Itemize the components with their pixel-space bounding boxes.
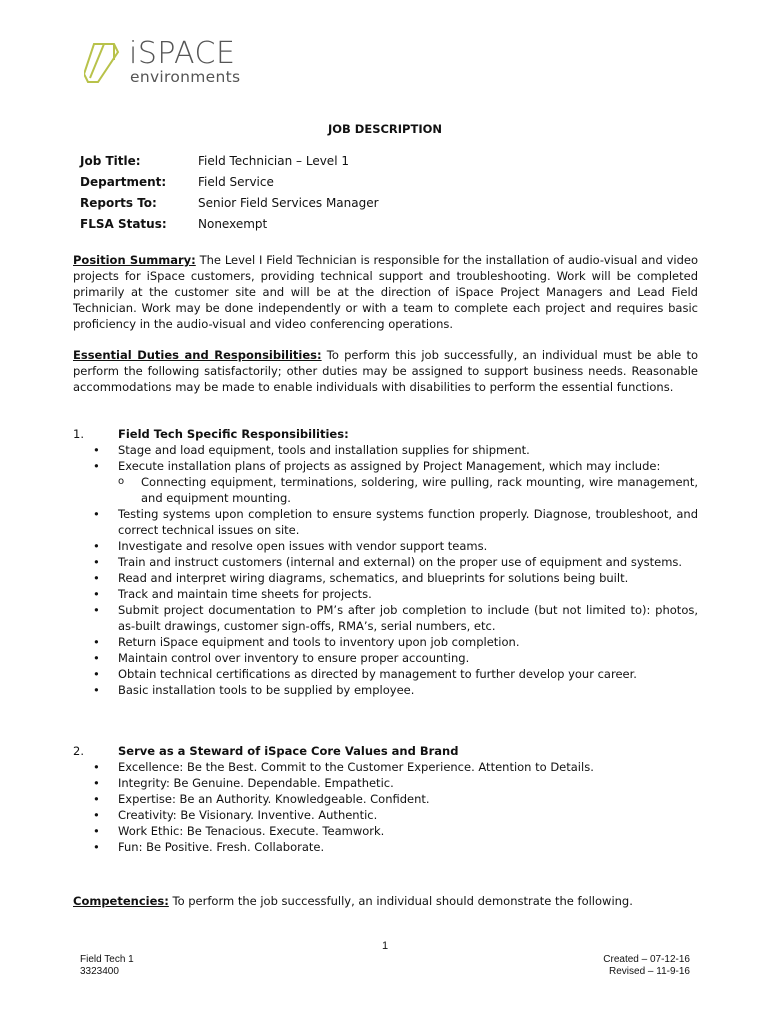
list-item: • Work Ethic: Be Tenacious. Execute. Teamwork. [73, 823, 698, 839]
list-item: • Basic installation tools to be supplied by employee. [73, 682, 698, 698]
list-item: • Excellence: Be the Best. Commit to the Customer Experience. Attention to Details. [73, 759, 698, 775]
list-item: • Maintain control over inventory to ensure proper accounting. [73, 650, 698, 666]
logo-word: iSPACE [129, 36, 236, 71]
competencies-text: To perform the job successfully, an individual should demonstrate the following. [168, 894, 633, 908]
info-label: Job Title: [80, 154, 141, 168]
list-item: • Creativity: Be Visionary. Inventive. Authentic. [73, 807, 698, 823]
section-heading [73, 426, 698, 442]
info-value: Nonexempt [198, 217, 268, 231]
section-number: 2. [73, 744, 84, 758]
list-item: • Track and maintain time sheets for projects. [73, 586, 698, 602]
position-summary [73, 252, 698, 332]
position-summary-heading: Position Summary: [73, 253, 196, 267]
responsibilities-list [73, 442, 698, 698]
sub-list [118, 474, 698, 506]
footer-created-date: Created – 07-12-16 [603, 954, 690, 965]
position-summary-text: The Level I Field Technician is responsible for the installation of audio-visual and video projects for iSpace customers, providing technical support and troubleshooting. Work will be completed primarily at the customer site and will be at the direction of iSpace Project Managers and Lead Field Technician. Work may be done independently or with a team to complete each project and requires basic proficiency in the audio-visual and video conferencing operations. [73, 253, 698, 331]
essential-duties-text: To perform this job successfully, an individual must be able to perform the following satisfactorily; other duties may be assigned to support business needs. Reasonable accommodations may be made to enable individuals with disabilities to perform the essential functions. [73, 348, 698, 394]
info-label: Reports To: [80, 196, 157, 210]
info-row-reports-to [80, 196, 379, 217]
essential-duties [73, 347, 698, 395]
logo-mark-icon [84, 40, 126, 86]
list-item: • Integrity: Be Genuine. Dependable. Empathetic. [73, 775, 698, 791]
page-title: JOB DESCRIPTION [327, 122, 443, 136]
list-item: • Execute installation plans of projects as assigned by Project Management, which may include: o Connecting equipment, terminations, soldering, wire pulling, rack mounting, wire management, and equipment mounting. [73, 458, 698, 506]
info-row-department [80, 175, 379, 196]
essential-duties-heading: Essential Duties and Responsibilities: [73, 348, 322, 362]
company-logo [84, 38, 264, 92]
list-item: • Return iSpace equipment and tools to inventory upon job completion. [73, 634, 698, 650]
list-item: • Read and interpret wiring diagrams, schematics, and blueprints for solutions being built. [73, 570, 698, 586]
info-value: Field Service [198, 175, 274, 189]
section-field-tech-responsibilities [73, 426, 698, 698]
list-item: • Testing systems upon completion to ensure systems function properly. Diagnose, troubleshoot, and correct technical issues on site. [73, 506, 698, 538]
section-number: 1. [73, 427, 84, 441]
sub-list-item: o Connecting equipment, terminations, soldering, wire pulling, rack mounting, wire management, and equipment mounting. [118, 474, 698, 506]
info-row-flsa-status [80, 217, 379, 238]
footer-revised-date: Revised – 11-9-16 [609, 966, 690, 977]
footer-doc-name: Field Tech 1 [80, 954, 134, 965]
list-item: • Submit project documentation to PM’s after job completion to include (but not limited to): photos, as-built drawings, customer sign-offs, RMA’s, serial numbers, etc. [73, 602, 698, 634]
info-label: Department: [80, 175, 167, 189]
section-title: Serve as a Steward of iSpace Core Values and Brand [118, 744, 459, 758]
section-core-values [73, 743, 698, 855]
info-label: FLSA Status: [80, 217, 167, 231]
info-value: Senior Field Services Manager [198, 196, 379, 210]
list-item: • Investigate and resolve open issues with vendor support teams. [73, 538, 698, 554]
info-value: Field Technician – Level 1 [198, 154, 349, 168]
section-heading [73, 743, 698, 759]
info-row-job-title [80, 154, 379, 175]
job-info [80, 154, 379, 238]
core-values-list [73, 759, 698, 855]
logo-subtitle: environments [130, 68, 241, 86]
footer-left [80, 954, 134, 978]
page-number: 1 [381, 940, 389, 952]
competencies-heading: Competencies: [73, 894, 169, 908]
footer-doc-number: 3323400 [80, 966, 119, 977]
competencies [73, 894, 633, 908]
list-item: • Expertise: Be an Authority. Knowledgeable. Confident. [73, 791, 698, 807]
list-item: • Fun: Be Positive. Fresh. Collaborate. [73, 839, 698, 855]
section-title: Field Tech Specific Responsibilities: [118, 427, 349, 441]
list-item: • Obtain technical certifications as directed by management to further develop your career. [73, 666, 698, 682]
list-item: • Stage and load equipment, tools and installation supplies for shipment. [73, 442, 698, 458]
footer-right [603, 954, 690, 978]
list-item: • Train and instruct customers (internal and external) on the proper use of equipment and systems. [73, 554, 698, 570]
